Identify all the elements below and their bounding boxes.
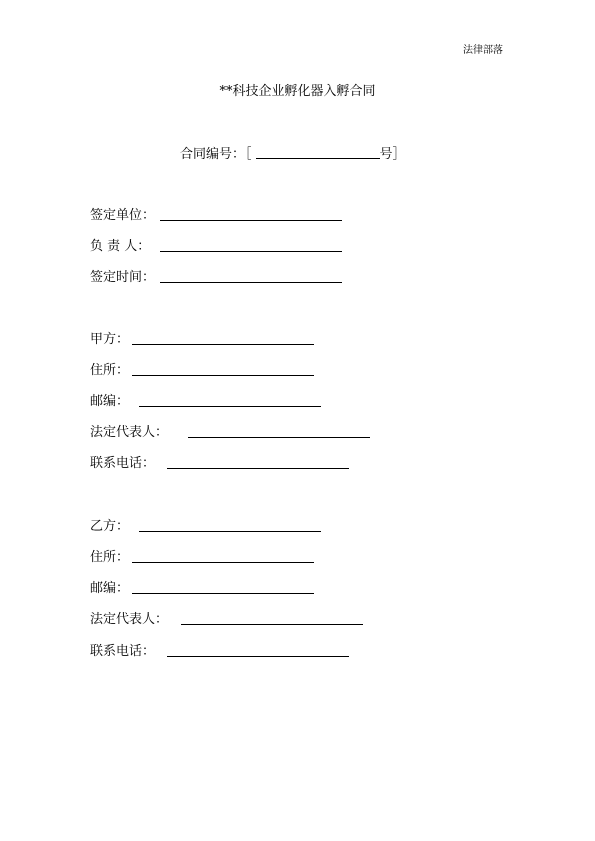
header-note: 法律部落 — [463, 45, 503, 56]
party-a-legal-rep-row — [90, 421, 380, 441]
signing-unit-row — [90, 204, 350, 224]
party-b-phone-label: 联系电话： — [90, 644, 156, 659]
party-a-legal-rep-label: 法定代表人： — [90, 425, 169, 440]
party-b-address-row — [90, 546, 350, 566]
party-b-address-blank — [132, 562, 314, 563]
party-b-postcode-blank — [132, 593, 314, 594]
party-b-legal-rep-label: 法定代表人： — [90, 612, 169, 627]
signing-unit-label: 签定单位： — [90, 208, 156, 223]
document-title: **科技企业孵化器入孵合同 — [219, 84, 376, 99]
party-a-address-row — [90, 359, 350, 379]
party-b-name-blank — [139, 531, 321, 532]
party-a-phone-label: 联系电话： — [90, 456, 156, 471]
responsible-person-row — [90, 235, 350, 255]
party-b-phone-row — [90, 640, 360, 660]
signing-time-label: 签定时间： — [90, 270, 156, 285]
party-b-postcode-row — [90, 577, 350, 597]
party-b-address-label: 住所： — [90, 550, 130, 565]
contract-number-label: 合同编号：［ — [180, 147, 252, 162]
party-a-address-label: 住所： — [90, 363, 130, 378]
signing-time-blank — [160, 282, 342, 283]
responsible-person-blank — [160, 251, 342, 252]
contract-number-blank — [256, 144, 380, 159]
party-a-postcode-row — [90, 390, 350, 410]
party-b-name-row — [90, 515, 350, 535]
responsible-person-label: 负 责 人： — [90, 239, 151, 254]
contract-number-row — [180, 143, 406, 162]
party-b-legal-rep-blank — [181, 624, 363, 625]
party-a-legal-rep-blank — [188, 437, 370, 438]
party-a-name-label: 甲方： — [90, 332, 130, 347]
party-b-phone-blank — [167, 656, 349, 657]
party-a-postcode-label: 邮编： — [90, 394, 130, 409]
party-a-postcode-blank — [139, 406, 321, 407]
party-a-phone-blank — [167, 468, 349, 469]
party-a-address-blank — [132, 375, 314, 376]
party-a-phone-row — [90, 452, 360, 472]
contract-number-suffix: 号］ — [379, 147, 406, 162]
party-b-legal-rep-row — [90, 608, 380, 628]
party-b-postcode-label: 邮编： — [90, 581, 130, 596]
party-a-name-blank — [132, 344, 314, 345]
signing-time-row — [90, 266, 350, 286]
party-b-name-label: 乙方： — [90, 519, 130, 534]
signing-unit-blank — [160, 220, 342, 221]
party-a-name-row — [90, 328, 350, 348]
